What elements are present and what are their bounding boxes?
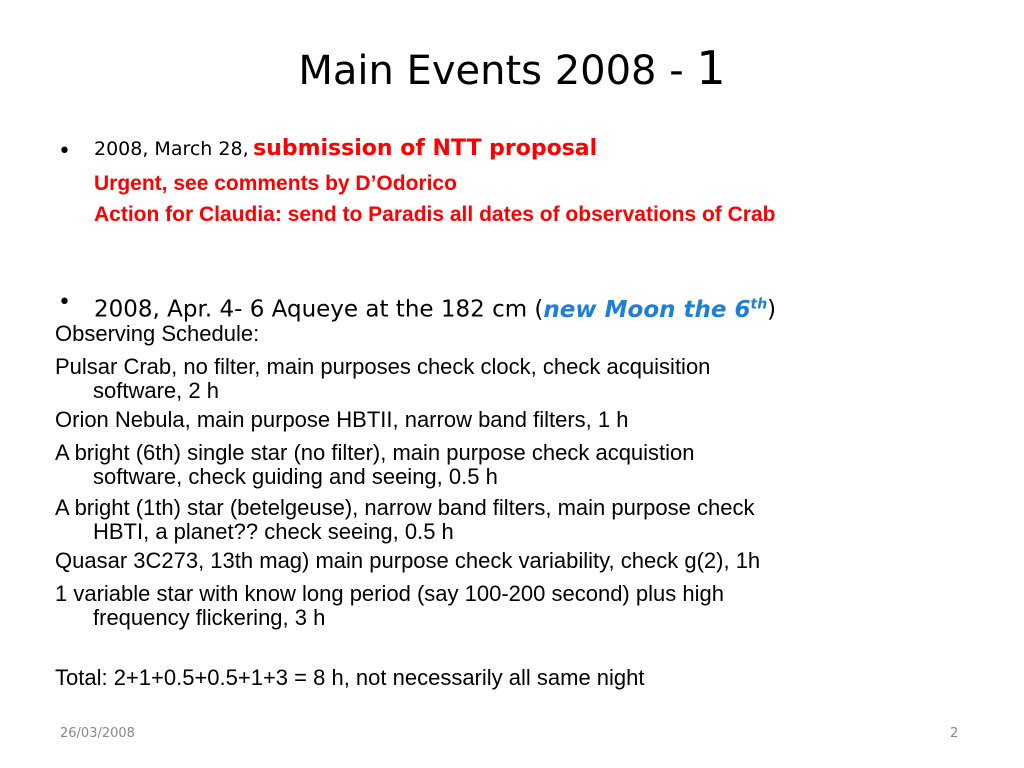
schedule-item-text: Orion Nebula, main purpose HBTII, narrow band filters, 1 h — [55, 407, 629, 432]
bullet-marker: • — [58, 139, 71, 164]
schedule-item-cont: software, check guiding and seeing, 0.5 h — [93, 464, 498, 489]
title-main: Main Events 2008 - — [298, 48, 684, 94]
page-number: 2 — [950, 726, 959, 741]
schedule-item — [55, 355, 975, 403]
bullet-2-moon-text: new Moon the 6 — [543, 296, 751, 323]
title-number: 1 — [696, 41, 726, 95]
schedule-heading: Observing Schedule: — [55, 321, 260, 346]
schedule-item-cont: frequency flickering, 3 h — [93, 605, 326, 630]
bullet-2-suffix: ) — [767, 296, 777, 323]
schedule-item — [55, 496, 975, 544]
schedule-item — [55, 408, 975, 432]
schedule-item — [55, 549, 975, 573]
bullet-1-urgent: Urgent, see comments by D’Odorico — [94, 172, 457, 195]
bullet-1-headline: submission of NTT proposal — [253, 136, 598, 161]
total-line: Total: 2+1+0.5+0.5+1+3 = 8 h, not necessarily all same night — [55, 665, 645, 690]
schedule-item-text: Quasar 3C273, 13th mag) main purpose check variability, check g(2), 1h — [55, 548, 761, 573]
schedule-item-text: A bright (6th) single star (no filter), main purpose check acquistion — [55, 440, 695, 465]
bullet-2-moon — [543, 297, 767, 323]
schedule-item — [55, 441, 975, 489]
slide-title — [0, 41, 1024, 95]
bullet-2-prefix: 2008, Apr. 4- 6 Aqueye at the 182 cm ( — [94, 296, 544, 323]
bullet-1-date: 2008, March 28, — [94, 138, 249, 160]
bullet-marker: • — [58, 290, 71, 315]
schedule-item — [55, 582, 975, 630]
schedule-item-cont: software, 2 h — [93, 378, 219, 403]
bullet-2 — [94, 289, 776, 325]
schedule-item-cont: HBTI, a planet?? check seeing, 0.5 h — [93, 519, 454, 544]
bullet-1-action: Action for Claudia: send to Paradis all dates of observations of Crab — [94, 203, 776, 226]
footer-date: 26/03/2008 — [60, 726, 135, 741]
schedule-item-text: Pulsar Crab, no filter, main purposes check clock, check acquisition — [55, 354, 711, 379]
bullet-1 — [94, 136, 597, 161]
bullet-2-moon-sup: th — [750, 296, 768, 312]
schedule-item-text: 1 variable star with know long period (say 100-200 second) plus high — [55, 581, 724, 606]
schedule-item-text: A bright (1th) star (betelgeuse), narrow band filters, main purpose check — [55, 495, 755, 520]
